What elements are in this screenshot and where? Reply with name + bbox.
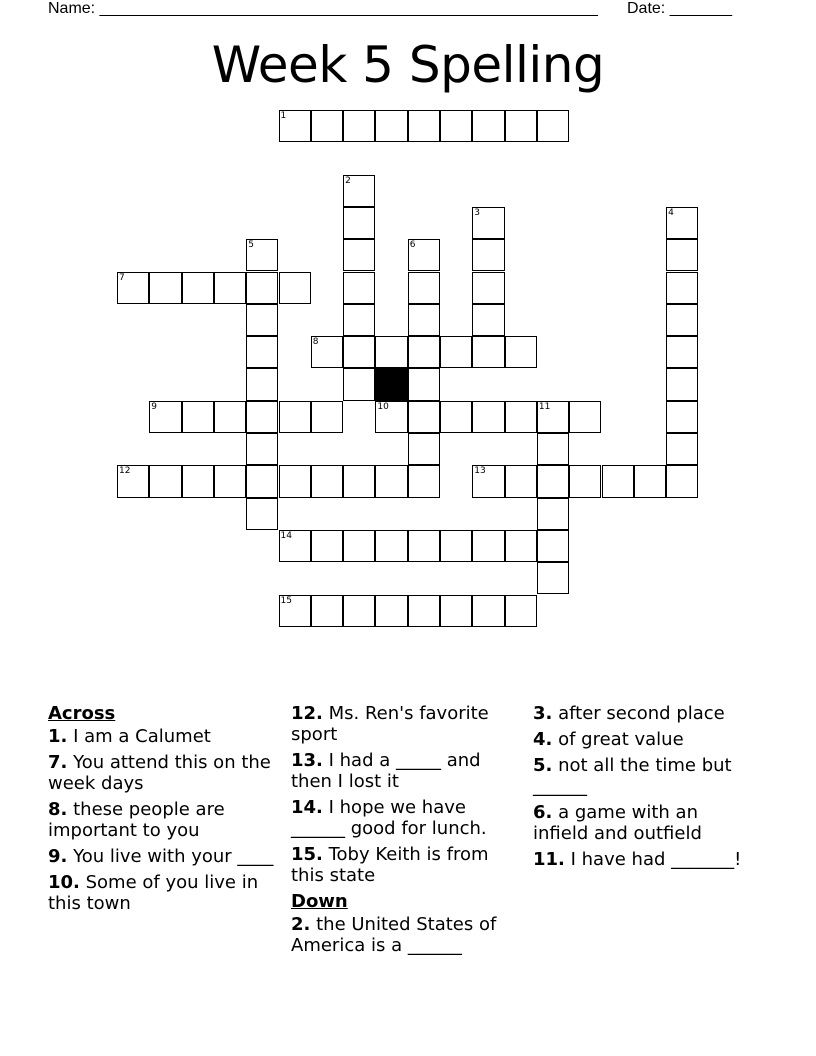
grid-cell[interactable]	[343, 530, 375, 562]
grid-cell[interactable]	[537, 498, 569, 530]
grid-cell[interactable]	[182, 272, 214, 304]
clue-across-14: 14. I hope we have ______ good for lunch.	[291, 797, 487, 839]
clue-across-1: 1. I am a Calumet	[48, 726, 211, 747]
grid-cell[interactable]	[408, 530, 440, 562]
grid-cell[interactable]	[117, 272, 149, 304]
grid-cell[interactable]	[375, 465, 407, 497]
clue-down-4: 4. of great value	[533, 729, 684, 750]
grid-cell[interactable]	[440, 110, 472, 142]
grid-cell[interactable]	[505, 110, 537, 142]
name-field[interactable]: Name: ________________________________________________________	[48, 0, 598, 17]
grid-cell[interactable]	[472, 401, 504, 433]
clue-down-5: 5. not all the time but ______	[533, 755, 732, 797]
date-field[interactable]: Date: _______	[627, 0, 732, 17]
grid-cell[interactable]	[279, 110, 311, 142]
clue-down-6: 6. a game with an infield and outfield	[533, 802, 702, 844]
grid-cell[interactable]	[408, 368, 440, 400]
grid-cell[interactable]	[472, 207, 504, 239]
grid-cell[interactable]	[279, 401, 311, 433]
clue-number: 14	[280, 530, 292, 541]
grid-cell[interactable]	[343, 595, 375, 627]
grid-cell[interactable]	[408, 336, 440, 368]
grid-cell[interactable]	[408, 272, 440, 304]
grid-cell[interactable]	[537, 465, 569, 497]
grid-cell[interactable]	[279, 530, 311, 562]
grid-cell[interactable]	[343, 272, 375, 304]
grid-cell[interactable]	[472, 336, 504, 368]
grid-cell[interactable]	[440, 401, 472, 433]
grid-cell[interactable]	[666, 272, 698, 304]
grid-cell[interactable]	[214, 272, 246, 304]
grid-cell[interactable]	[666, 239, 698, 271]
clue-across-7: 7. You attend this on the week days	[48, 752, 271, 794]
clue-number: 12	[119, 466, 131, 477]
grid-cell[interactable]	[343, 175, 375, 207]
grid-cell[interactable]	[472, 272, 504, 304]
grid-cell[interactable]	[311, 530, 343, 562]
grid-cell[interactable]	[279, 465, 311, 497]
clue-down-3: 3. after second place	[533, 703, 725, 724]
grid-cell[interactable]	[440, 336, 472, 368]
page-title: Week 5 Spelling	[211, 36, 605, 94]
grid-cell[interactable]	[505, 595, 537, 627]
grid-cell[interactable]	[537, 530, 569, 562]
clue-number: 7	[119, 272, 125, 283]
clue-number: 6	[409, 240, 416, 251]
grid-cell[interactable]	[537, 401, 569, 433]
clues-column-3	[533, 703, 758, 875]
grid-cell[interactable]	[537, 110, 569, 142]
grid-cell[interactable]	[472, 239, 504, 271]
clue-across-10: 10. Some of you live in this town	[48, 872, 259, 914]
grid-cell[interactable]	[279, 595, 311, 627]
grid-cell[interactable]	[472, 465, 504, 497]
grid-cell[interactable]	[246, 465, 278, 497]
grid-cell[interactable]	[472, 530, 504, 562]
grid-cell[interactable]	[408, 239, 440, 271]
grid-cell[interactable]	[343, 304, 375, 336]
grid-cell[interactable]	[311, 465, 343, 497]
grid-cell[interactable]	[343, 465, 375, 497]
grid-cell[interactable]	[666, 433, 698, 465]
grid-cell[interactable]	[472, 595, 504, 627]
grid-cell[interactable]	[408, 401, 440, 433]
clue-across-15: 15. Toby Keith is from this state	[291, 844, 489, 886]
grid-cell[interactable]	[311, 110, 343, 142]
grid-cell[interactable]	[149, 465, 181, 497]
grid-cell[interactable]	[311, 401, 343, 433]
grid-cell[interactable]	[375, 530, 407, 562]
clue-number: 4	[668, 207, 674, 218]
clues-column-1	[48, 703, 283, 919]
grid-cell[interactable]	[537, 562, 569, 594]
grid-cell[interactable]	[569, 465, 601, 497]
grid-cell[interactable]	[440, 595, 472, 627]
grid-cell[interactable]	[375, 595, 407, 627]
clue-across-8: 8. these people are important to you	[48, 799, 225, 841]
grid-cell[interactable]	[472, 304, 504, 336]
grid-cell[interactable]	[505, 465, 537, 497]
grid-cell[interactable]	[505, 530, 537, 562]
grid-cell[interactable]	[214, 401, 246, 433]
down-heading: Down	[291, 891, 348, 912]
grid-cell[interactable]	[343, 239, 375, 271]
grid-cell[interactable]	[246, 401, 278, 433]
grid-cell[interactable]	[311, 336, 343, 368]
grid-cell[interactable]	[246, 433, 278, 465]
grid-cell[interactable]	[149, 401, 181, 433]
grid-cell[interactable]	[634, 465, 666, 497]
clue-number: 2	[345, 175, 351, 186]
grid-cell[interactable]	[246, 239, 278, 271]
grid-cell[interactable]	[343, 368, 375, 400]
grid-cell[interactable]	[375, 336, 407, 368]
clues-column-2	[291, 703, 521, 961]
grid-cell[interactable]	[537, 433, 569, 465]
clue-number: 5	[248, 240, 254, 251]
grid-cell[interactable]	[666, 207, 698, 239]
grid-cell[interactable]	[408, 304, 440, 336]
grid-cell[interactable]	[117, 465, 149, 497]
clue-down-11: 11. I have had _______!	[533, 849, 742, 870]
clue-number: 8	[312, 337, 319, 348]
grid-cell[interactable]	[343, 336, 375, 368]
grid-cell[interactable]	[408, 110, 440, 142]
grid-cell[interactable]	[472, 110, 504, 142]
grid-cell[interactable]	[246, 336, 278, 368]
clue-across-12: 12. Ms. Ren's favorite sport	[291, 703, 489, 745]
clue-number: 9	[151, 401, 158, 412]
clue-across-13: 13. I had a _____ and then I lost it	[291, 750, 481, 792]
grid-cell[interactable]	[343, 207, 375, 239]
grid-cell[interactable]	[408, 465, 440, 497]
grid-cell[interactable]	[343, 110, 375, 142]
grid-cell[interactable]	[311, 595, 343, 627]
clue-number: 10	[377, 401, 389, 412]
grid-cell[interactable]	[666, 368, 698, 400]
grid-cell[interactable]	[182, 401, 214, 433]
grid-cell[interactable]	[279, 272, 311, 304]
grid-cell[interactable]	[440, 530, 472, 562]
black-cell	[375, 368, 407, 400]
clue-number: 1	[280, 111, 287, 121]
grid-cell[interactable]	[246, 368, 278, 400]
grid-cell[interactable]	[666, 304, 698, 336]
grid-cell[interactable]	[246, 304, 278, 336]
grid-cell[interactable]	[602, 465, 634, 497]
clue-number: 13	[474, 466, 486, 477]
grid-cell[interactable]	[505, 336, 537, 368]
grid-cell[interactable]	[569, 401, 601, 433]
clue-down-2: 2. the United States of America is a ______	[291, 914, 497, 956]
grid-cell[interactable]	[246, 272, 278, 304]
across-heading: Across	[48, 703, 116, 724]
grid-cell[interactable]	[505, 401, 537, 433]
grid-cell[interactable]	[375, 110, 407, 142]
clue-number: 3	[474, 207, 481, 218]
grid-cell[interactable]	[666, 401, 698, 433]
clue-number: 15	[280, 595, 292, 606]
grid-cell[interactable]	[408, 433, 440, 465]
grid-cell[interactable]	[666, 336, 698, 368]
grid-cell[interactable]	[666, 465, 698, 497]
grid-cell[interactable]	[182, 465, 214, 497]
grid-cell[interactable]	[408, 595, 440, 627]
grid-cell[interactable]	[246, 498, 278, 530]
clue-number: 11	[538, 401, 551, 412]
clue-across-9: 9. You live with your ____	[48, 846, 274, 867]
grid-cell[interactable]	[214, 465, 246, 497]
grid-cell[interactable]	[375, 401, 407, 433]
grid-cell[interactable]	[149, 272, 181, 304]
